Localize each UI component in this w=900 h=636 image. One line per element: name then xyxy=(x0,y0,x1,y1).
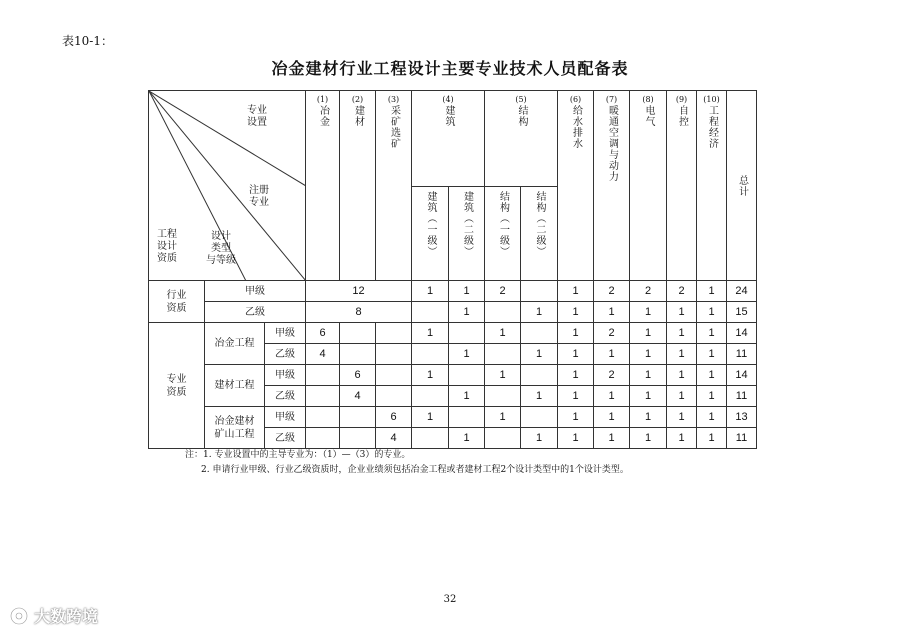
total-cell: 15 xyxy=(727,302,757,323)
table-cell: 1 xyxy=(449,344,485,365)
note-1: 注：1. 专业设置中的主导专业为：（1）—（3）的专业。 xyxy=(185,450,411,460)
table-cell: 2 xyxy=(667,281,697,302)
qualification-label: 工程 设计 资质 xyxy=(157,229,177,264)
table-cell xyxy=(449,323,485,344)
table-cell: 1 xyxy=(558,323,594,344)
watermark xyxy=(8,604,98,627)
grade-cell: 乙级 xyxy=(265,344,306,365)
table-cell: 1 xyxy=(630,428,667,449)
main-specialty-cell: 12 xyxy=(306,281,412,302)
table-cell: 1 xyxy=(485,365,521,386)
grade-cell: 甲级 xyxy=(205,281,306,302)
table-cell: 2 xyxy=(594,281,630,302)
table-cell: 1 xyxy=(521,302,558,323)
table-cell: 1 xyxy=(630,365,667,386)
table-cell: 1 xyxy=(630,407,667,428)
table-cell xyxy=(306,428,340,449)
table-cell: 1 xyxy=(521,386,558,407)
col-header-structure: (5) 结构 xyxy=(485,91,558,187)
page-title: 冶金建材行业工程设计主要专业技术人员配备表 xyxy=(271,59,629,78)
table-cell xyxy=(376,344,412,365)
registered-specialty-label: 注册 专业 xyxy=(249,185,269,208)
subcol-structure-1: 结构︵一级︶ xyxy=(485,187,521,281)
specialty-setting-label: 专业 设置 xyxy=(247,105,267,128)
table-cell xyxy=(449,365,485,386)
grade-cell: 乙级 xyxy=(205,302,306,323)
industry-qualification-label: 行业 资质 xyxy=(149,281,205,323)
table-cell: 6 xyxy=(340,365,376,386)
table-cell: 1 xyxy=(558,302,594,323)
main-specialty-cell: 8 xyxy=(306,302,412,323)
table-cell xyxy=(485,386,521,407)
table-cell xyxy=(306,365,340,386)
table-cell: 1 xyxy=(697,281,727,302)
table-cell: 1 xyxy=(667,302,697,323)
table-cell: 1 xyxy=(558,281,594,302)
table-cell: 1 xyxy=(630,386,667,407)
total-cell: 11 xyxy=(727,428,757,449)
table-cell xyxy=(485,428,521,449)
table-cell: 6 xyxy=(306,323,340,344)
col-header-electrical: (8) 电气 xyxy=(630,91,667,281)
table-cell xyxy=(521,281,558,302)
col-header-hvac: (7) 暖通空调与动力 xyxy=(594,91,630,281)
table-cell: 1 xyxy=(558,365,594,386)
table-cell: 1 xyxy=(558,386,594,407)
table-cell: 2 xyxy=(594,365,630,386)
table-cell: 1 xyxy=(412,365,449,386)
table-cell: 1 xyxy=(697,428,727,449)
table-cell: 1 xyxy=(630,323,667,344)
col-header-total: 总计 xyxy=(727,91,757,281)
table-cell: 1 xyxy=(594,386,630,407)
table-cell: 2 xyxy=(630,281,667,302)
col-header-economics: (10) 工程经济 xyxy=(697,91,727,281)
table-cell: 1 xyxy=(412,407,449,428)
table-cell: 1 xyxy=(697,344,727,365)
table-row xyxy=(149,323,757,344)
table-cell: 1 xyxy=(485,407,521,428)
table-cell: 2 xyxy=(485,281,521,302)
total-cell: 24 xyxy=(727,281,757,302)
grade-cell: 甲级 xyxy=(265,407,306,428)
table-cell xyxy=(449,407,485,428)
table-cell xyxy=(412,428,449,449)
table-cell xyxy=(485,344,521,365)
grade-cell: 甲级 xyxy=(265,323,306,344)
specialty-qualification-label: 专业 资质 xyxy=(149,323,205,449)
subcol-architecture-1: 建筑︵一级︶ xyxy=(412,187,449,281)
table-cell xyxy=(412,302,449,323)
table-cell: 1 xyxy=(594,407,630,428)
total-cell: 13 xyxy=(727,407,757,428)
col-header-building-materials: (2) 建材 xyxy=(340,91,376,281)
table-cell: 1 xyxy=(558,428,594,449)
table-cell: 1 xyxy=(667,344,697,365)
table-cell: 1 xyxy=(449,386,485,407)
table-cell xyxy=(521,407,558,428)
table-cell: 1 xyxy=(521,428,558,449)
table-cell: 2 xyxy=(594,323,630,344)
col-header-architecture: (4) 建筑 xyxy=(412,91,485,187)
table-cell: 1 xyxy=(558,407,594,428)
col-header-water: (6) 给水排水 xyxy=(558,91,594,281)
table-cell: 1 xyxy=(697,365,727,386)
page-number: 32 xyxy=(443,594,457,605)
table-cell: 1 xyxy=(594,344,630,365)
table-cell: 1 xyxy=(697,386,727,407)
table-cell xyxy=(485,302,521,323)
table-cell: 1 xyxy=(594,428,630,449)
table-cell: 1 xyxy=(667,428,697,449)
table-row xyxy=(149,365,757,386)
table-cell xyxy=(306,386,340,407)
total-cell: 11 xyxy=(727,344,757,365)
design-type-cell: 冶金工程 xyxy=(205,323,265,365)
table-cell xyxy=(376,386,412,407)
corner-header xyxy=(149,91,306,281)
table-cell: 1 xyxy=(412,323,449,344)
table-cell: 1 xyxy=(521,344,558,365)
table-cell: 1 xyxy=(667,407,697,428)
table-cell: 1 xyxy=(667,386,697,407)
watermark-logo-icon xyxy=(8,605,30,627)
table-row xyxy=(149,302,757,323)
subcol-architecture-2: 建筑︵二级︶ xyxy=(449,187,485,281)
table-cell xyxy=(306,407,340,428)
table-cell: 1 xyxy=(594,302,630,323)
table-row xyxy=(149,281,757,302)
table-cell: 1 xyxy=(485,323,521,344)
table-row xyxy=(149,407,757,428)
table-cell: 1 xyxy=(412,281,449,302)
table-cell: 1 xyxy=(630,344,667,365)
table-cell xyxy=(412,386,449,407)
col-header-mining: (3) 采矿选矿 xyxy=(376,91,412,281)
total-cell: 14 xyxy=(727,323,757,344)
grade-cell: 乙级 xyxy=(265,428,306,449)
total-cell: 11 xyxy=(727,386,757,407)
design-type-cell: 冶金建材 矿山工程 xyxy=(205,407,265,449)
table-cell xyxy=(521,365,558,386)
total-cell: 14 xyxy=(727,365,757,386)
grade-cell: 乙级 xyxy=(265,386,306,407)
table-cell: 1 xyxy=(697,323,727,344)
table-cell: 4 xyxy=(340,386,376,407)
table-notes xyxy=(185,448,629,478)
table-cell xyxy=(376,323,412,344)
table-cell xyxy=(340,344,376,365)
table-cell: 1 xyxy=(697,302,727,323)
table-cell: 1 xyxy=(449,302,485,323)
staffing-table xyxy=(148,90,757,449)
table-cell: 1 xyxy=(667,365,697,386)
table-cell xyxy=(412,344,449,365)
table-cell: 1 xyxy=(449,281,485,302)
table-tag: 表10-1： xyxy=(62,34,113,48)
subcol-structure-2: 结构︵二级︶ xyxy=(521,187,558,281)
table-cell xyxy=(376,365,412,386)
table-cell xyxy=(340,428,376,449)
col-header-metallurgy: (1) 冶金 xyxy=(306,91,340,281)
table-cell: 4 xyxy=(376,428,412,449)
table-cell: 1 xyxy=(667,323,697,344)
col-header-automation: (9) 自控 xyxy=(667,91,697,281)
design-type-grade-label: 设计 类型 与等级 xyxy=(206,231,236,266)
table-cell: 6 xyxy=(376,407,412,428)
table-cell: 1 xyxy=(630,302,667,323)
table-cell xyxy=(340,407,376,428)
watermark-text: 大数跨境 xyxy=(34,607,99,626)
table-cell: 1 xyxy=(449,428,485,449)
table-cell xyxy=(521,323,558,344)
table-cell xyxy=(340,323,376,344)
grade-cell: 甲级 xyxy=(265,365,306,386)
table-cell: 1 xyxy=(558,344,594,365)
note-2: 2. 申请行业甲级、行业乙级资质时，企业业绩须包括冶金工程或者建材工程2个设计类型中的1个设计类型。 xyxy=(201,465,629,475)
table-cell: 1 xyxy=(697,407,727,428)
table-cell: 4 xyxy=(306,344,340,365)
design-type-cell: 建材工程 xyxy=(205,365,265,407)
